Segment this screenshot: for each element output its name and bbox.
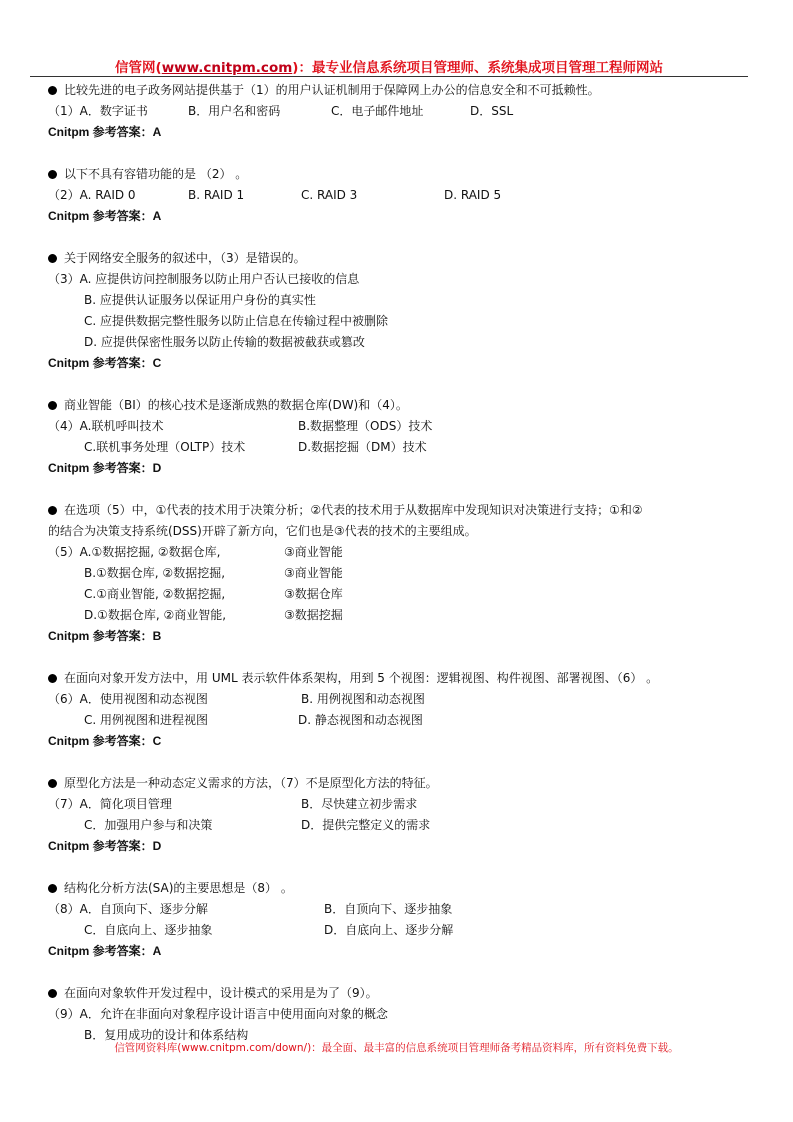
bullet-icon <box>48 401 57 410</box>
reference-answer: Cnitpm 参考答案：C <box>48 356 162 370</box>
option-c-part2: ③数据仓库 <box>284 587 343 601</box>
question-stem: 原型化方法是一种动态定义需求的方法，（7）不是原型化方法的特征。 <box>64 776 438 790</box>
question-2 <box>48 164 758 227</box>
question-stem: 在面向对象开发方法中，用 UML 表示软件体系架构，用到 5 个视图：逻辑视图、构件视图、部署视图、（6） 。 <box>64 671 659 685</box>
option-a: （4）A.联机呼叫技术 <box>48 419 164 433</box>
option-c-part1: C.①商业智能, ②数据挖掘, <box>84 587 226 601</box>
reference-answer: Cnitpm 参考答案：D <box>48 839 162 853</box>
option-a-part1: （5）A.①数据挖掘, ②数据仓库, <box>48 545 221 559</box>
option-d-part2: ③数据挖掘 <box>284 608 343 622</box>
option-d: D．自底向上、逐步分解 <box>324 923 454 937</box>
question-stem: 在面向对象软件开发过程中，设计模式的采用是为了（9）。 <box>64 986 378 1000</box>
option-b: B. 应提供认证服务以保证用户身份的真实性 <box>84 293 316 307</box>
bullet-icon <box>48 884 57 893</box>
option-c: C．自底向上、逐步抽象 <box>84 923 213 937</box>
option-d: D．提供完整定义的需求 <box>301 818 431 832</box>
reference-answer: Cnitpm 参考答案：A <box>48 944 162 958</box>
option-b-part1: B.①数据仓库, ②数据挖掘, <box>84 566 226 580</box>
bullet-icon <box>48 506 57 515</box>
option-b: B. 用例视图和动态视图 <box>301 692 425 706</box>
question-stem: 比较先进的电子政务网站提供基于（1）的用户认证机制用于保障网上办公的信息安全和不可抵赖性。 <box>64 83 600 97</box>
bullet-icon <box>48 254 57 263</box>
bullet-icon <box>48 86 57 95</box>
question-5 <box>48 500 758 647</box>
option-c: C. 应提供数据完整性服务以防止信息在传输过程中被删除 <box>84 314 389 328</box>
option-b: B．复用成功的设计和体系结构 <box>84 1028 249 1042</box>
question-8 <box>48 878 758 962</box>
question-list <box>48 80 758 1046</box>
question-4 <box>48 395 758 479</box>
option-b: B．用户名和密码 <box>188 104 281 118</box>
option-b-part2: ③商业智能 <box>284 566 343 580</box>
reference-answer: Cnitpm 参考答案：C <box>48 734 162 748</box>
question-stem: 关于网络安全服务的叙述中，（3）是错误的。 <box>64 251 306 265</box>
option-d: D.数据挖掘（DM）技术 <box>298 440 427 454</box>
reference-answer: Cnitpm 参考答案：A <box>48 209 162 223</box>
reference-answer: Cnitpm 参考答案：A <box>48 125 162 139</box>
option-c: C.联机事务处理（OLTP）技术 <box>84 440 246 454</box>
option-b: B. RAID 1 <box>188 188 245 202</box>
question-1 <box>48 80 758 143</box>
option-d: D. RAID 5 <box>444 188 502 202</box>
option-c: C．电子邮件地址 <box>331 104 424 118</box>
page-footer: 信管网资料库(www.cnitpm.com/down/)：最全面、最丰富的信息系统项目管理师备考精品资料库，所有资料免费下载。 <box>114 1042 679 1054</box>
question-3 <box>48 248 758 374</box>
option-d: D. 应提供保密性服务以防止传输的数据被截获或篡改 <box>84 335 365 349</box>
option-b: B.数据整理（ODS）技术 <box>298 419 433 433</box>
header-prefix: 信管网( <box>115 60 162 76</box>
bullet-icon <box>48 779 57 788</box>
header-divider <box>30 76 748 77</box>
header-site-link[interactable]: www.cnitpm.com <box>161 60 293 76</box>
question-stem: 在选项（5）中，①代表的技术用于决策分析；②代表的技术用于从数据库中发现知识对决策进行支持；①和② <box>64 503 643 517</box>
question-7 <box>48 773 758 857</box>
option-b: B．尽快建立初步需求 <box>301 797 418 811</box>
reference-answer: Cnitpm 参考答案：D <box>48 461 162 475</box>
option-a-part2: ③商业智能 <box>284 545 343 559</box>
option-d: D．SSL <box>470 104 514 118</box>
bullet-icon <box>48 170 57 179</box>
option-c: C．加强用户参与和决策 <box>84 818 213 832</box>
question-stem-continued: 的结合为决策支持系统(DSS)开辟了新方向，它们也是③代表的技术的主要组成。 <box>48 524 477 538</box>
option-a: （6）A．使用视图和动态视图 <box>48 692 208 706</box>
option-a: （8）A．自顶向下、逐步分解 <box>48 902 208 916</box>
bullet-icon <box>48 989 57 998</box>
option-b: B．自顶向下、逐步抽象 <box>324 902 453 916</box>
option-a: （7）A．简化项目管理 <box>48 797 172 811</box>
option-d: D. 静态视图和动态视图 <box>298 713 423 727</box>
option-c: C. RAID 3 <box>301 188 358 202</box>
option-d-part1: D.①数据仓库, ②商业智能, <box>84 608 227 622</box>
option-c: C. 用例视图和进程视图 <box>84 713 209 727</box>
header-suffix: )：最专业信息系统项目管理师、系统集成项目管理工程师网站 <box>292 60 663 76</box>
question-stem: 结构化分析方法(SA)的主要思想是（8） 。 <box>64 881 293 895</box>
bullet-icon <box>48 674 57 683</box>
reference-answer: Cnitpm 参考答案：B <box>48 629 162 643</box>
question-stem: 以下不具有容错功能的是 （2） 。 <box>64 167 248 181</box>
question-stem: 商业智能（BI）的核心技术是逐渐成熟的数据仓库(DW)和（4）。 <box>64 398 408 412</box>
option-a: （2）A. RAID 0 <box>48 188 136 202</box>
question-9 <box>48 983 758 1046</box>
option-a: （9）A．允许在非面向对象程序设计语言中使用面向对象的概念 <box>48 1007 388 1021</box>
page-header <box>30 56 748 76</box>
option-a: （3）A. 应提供访问控制服务以防止用户否认已接收的信息 <box>48 272 360 286</box>
question-6 <box>48 668 758 752</box>
option-a: （1）A．数字证书 <box>48 104 148 118</box>
